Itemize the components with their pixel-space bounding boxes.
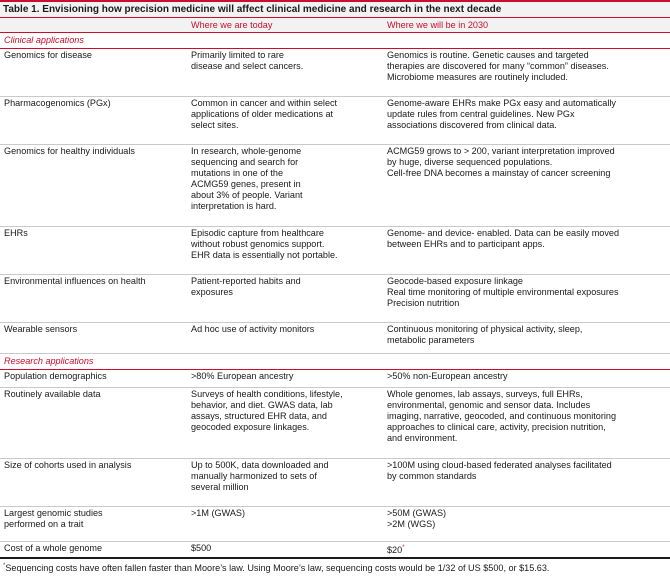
row-today-cell: [187, 227, 383, 275]
row-today: In research, whole-genome sequencing and search for mutations in one of the ACMG59 genes, present in about 3% of people. Variant interpretation is hard.: [191, 146, 303, 211]
header-today: Where we are today: [187, 18, 383, 33]
row-topic-cell: [0, 275, 187, 323]
row-topic: Genomics for disease: [4, 50, 92, 60]
row-today: $500: [191, 543, 212, 553]
row-topic: Wearable sensors: [4, 324, 78, 334]
section-row: [0, 354, 670, 370]
row-topic: Pharmacogenomics (PGx): [4, 98, 111, 108]
row-future: >100M using cloud-based federated analyses facilitated by common standards: [387, 460, 612, 481]
table-row: [0, 542, 670, 559]
header-row: [0, 18, 670, 33]
row-future-cell: [383, 227, 670, 275]
table-row: [0, 145, 670, 227]
row-today: Surveys of health conditions, lifestyle, behavior, and diet. GWAS data, lab assays, structured EHR data, and geocoded exposure linkages.: [191, 389, 343, 432]
row-today: Patient-reported habits and exposures: [191, 276, 301, 297]
row-future-cell: [383, 97, 670, 145]
row-topic-cell: [0, 97, 187, 145]
footnote-ref-marker: *: [402, 545, 405, 551]
row-future: >50M (GWAS) >2M (WGS): [387, 508, 447, 529]
table-row: [0, 459, 670, 507]
row-today-cell: [187, 275, 383, 323]
table-row: [0, 275, 670, 323]
row-today-cell: [187, 388, 383, 459]
row-topic: Cost of a whole genome: [4, 543, 103, 553]
table-row: [0, 49, 670, 97]
row-future-cell: [383, 145, 670, 227]
row-future-cell: [383, 459, 670, 507]
row-today: Common in cancer and within select applications of older medications at select sites.: [191, 98, 338, 130]
footnote-text: Sequencing costs have often fallen faster than Moore’s law. Using Moore’s law, sequencing costs would be 1/32 of US $500, or $15.63.: [5, 563, 550, 574]
header-future: Where we will be in 2030: [383, 18, 670, 33]
section-label: Research applications: [0, 354, 670, 370]
row-today: >1M (GWAS): [191, 508, 245, 518]
row-today-cell: [187, 323, 383, 354]
row-future-cell: [383, 507, 670, 542]
row-today-cell: [187, 459, 383, 507]
row-today-cell: [187, 542, 383, 559]
precision-medicine-table: [0, 18, 670, 559]
row-topic: Genomics for healthy individuals: [4, 146, 135, 156]
row-future-cell: [383, 323, 670, 354]
table-row: [0, 323, 670, 354]
row-future: $20: [387, 545, 403, 556]
row-topic-cell: [0, 542, 187, 559]
row-today: Episodic capture from healthcare without robust genomics support. EHR data is essentially not portable.: [191, 228, 338, 260]
row-topic-cell: [0, 459, 187, 507]
row-topic-cell: [0, 370, 187, 388]
row-future: Geocode-based exposure linkage Real time monitoring of multiple environmental exposures Precision nutrition: [387, 276, 619, 308]
section-row: [0, 33, 670, 49]
row-future: Genomics is routine. Genetic causes and targeted therapies are discovered for many “common” diseases. Microbiome measures are routinely included.: [387, 50, 609, 82]
row-topic-cell: [0, 388, 187, 459]
footnote: [0, 559, 670, 576]
row-future: >50% non-European ancestry: [387, 371, 508, 381]
row-topic: Size of cohorts used in analysis: [4, 460, 132, 470]
table-row: [0, 370, 670, 388]
row-topic-cell: [0, 323, 187, 354]
table-row: [0, 97, 670, 145]
header-topic: [0, 18, 187, 33]
row-topic: Routinely available data: [4, 389, 101, 399]
row-future: Continuous monitoring of physical activity, sleep, metabolic parameters: [387, 324, 583, 345]
row-today-cell: [187, 97, 383, 145]
row-future-cell: [383, 275, 670, 323]
row-today: Up to 500K, data downloaded and manually harmonized to sets of several million: [191, 460, 329, 492]
footnote-marker: *: [3, 563, 6, 569]
section-label: Clinical applications: [0, 33, 670, 49]
row-topic: Environmental influences on health: [4, 276, 146, 286]
row-today: Ad hoc use of activity monitors: [191, 324, 315, 334]
row-today: >80% European ancestry: [191, 371, 294, 381]
row-future-cell: [383, 49, 670, 97]
row-today-cell: [187, 370, 383, 388]
row-future: ACMG59 grows to > 200, variant interpretation improved by huge, diverse sequenced populations. Cell-free DNA becomes a mainstay of cancer screening: [387, 146, 615, 178]
row-future: Whole genomes, lab assays, surveys, full EHRs, environmental, genomic and sensor data. Includes imaging, narrative, geocoded, and continuous monitoring approaches to clinical care, activity, precision nutrition, and environment.: [387, 389, 617, 443]
table-row: [0, 507, 670, 542]
row-today: Primarily limited to rare disease and select cancers.: [191, 50, 304, 71]
row-future: Genome- and device- enabled. Data can be easily moved between EHRs and to participant apps.: [387, 228, 620, 249]
row-future: Genome-aware EHRs make PGx easy and automatically update rules from central guidelines. New PGx associations discovered from clinical data.: [387, 98, 616, 130]
row-topic-cell: [0, 227, 187, 275]
row-topic: Largest genomic studies performed on a trait: [4, 508, 103, 529]
row-topic-cell: [0, 49, 187, 97]
row-future-cell: [383, 370, 670, 388]
row-today-cell: [187, 507, 383, 542]
table-row: [0, 227, 670, 275]
row-today-cell: [187, 49, 383, 97]
row-topic-cell: [0, 145, 187, 227]
row-future-cell: [383, 388, 670, 459]
table-row: [0, 388, 670, 459]
row-topic-cell: [0, 507, 187, 542]
row-topic: EHRs: [4, 228, 28, 238]
table-title: Table 1. Envisioning how precision medicine will affect clinical medicine and research in the next decade: [0, 0, 670, 18]
row-topic: Population demographics: [4, 371, 107, 381]
row-today-cell: [187, 145, 383, 227]
row-future-cell: [383, 542, 670, 559]
